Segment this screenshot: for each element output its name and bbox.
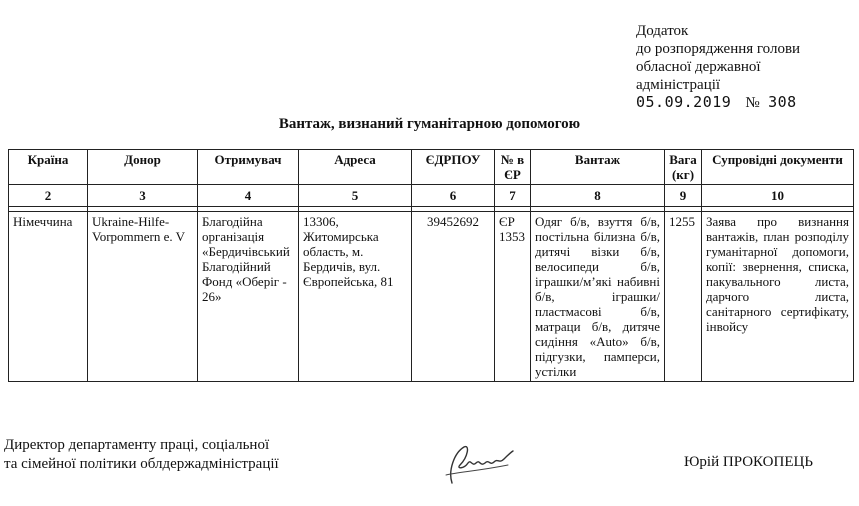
cell-er-number: ЄР 1353	[495, 212, 531, 382]
position-line: та сімейної політики облдержадміністрації	[4, 456, 279, 472]
column-number: 3	[88, 185, 198, 207]
appendix-line: до розпорядження голови	[636, 41, 801, 57]
column-number: 7	[495, 185, 531, 207]
header-documents: Супровідні документи	[702, 150, 854, 185]
handwritten-signature	[438, 435, 518, 490]
header-edrpou: ЄДРПОУ	[412, 150, 495, 185]
column-number: 10	[702, 185, 854, 207]
cell-recipient: Благодійна організація «Бердичівський Благодійний Фонд «Оберіг - 26»	[198, 212, 299, 382]
table-row	[9, 212, 854, 382]
order-date: 05.09.2019	[636, 93, 732, 111]
column-number: 8	[531, 185, 665, 207]
cell-cargo: Одяг б/в, взуття б/в, постільна білизна б/в, дитячі візки б/в, велосипеди б/в, іграшки/м’які набивні б/в, іграшки/пластмасові б/в, матраци б/в, дитяче сидіння «Auto» б/в, підгузки, памперси, устілки	[531, 212, 665, 382]
position-line: Директор департаменту праці, соціальної	[4, 437, 270, 453]
appendix-block	[636, 22, 851, 111]
signer-name: Юрій ПРОКОПЕЦЬ	[684, 454, 813, 470]
cargo-table	[8, 149, 854, 382]
column-number: 9	[665, 185, 702, 207]
header-cargo: Вантаж	[531, 150, 665, 185]
document-title: Вантаж, визнаний гуманітарною допомогою	[278, 116, 581, 132]
column-number: 6	[412, 185, 495, 207]
number-sign: №	[745, 95, 761, 111]
appendix-line: Додаток	[636, 23, 689, 39]
cell-donor: Ukraine-Hilfe-Vorpommern e. V	[88, 212, 198, 382]
signatory-position	[4, 436, 279, 474]
cell-address: 13306, Житомирська область, м. Бердичів, вул. Європейська, 81	[299, 212, 412, 382]
order-date-number	[636, 94, 851, 111]
header-country: Країна	[9, 150, 88, 185]
appendix-line: адміністрації	[636, 77, 721, 93]
column-number: 4	[198, 185, 299, 207]
cell-country: Німеччина	[9, 212, 88, 382]
cell-weight: 1255	[665, 212, 702, 382]
cell-edrpou: 39452692	[412, 212, 495, 382]
column-number: 5	[299, 185, 412, 207]
header-donor: Донор	[88, 150, 198, 185]
header-weight: Вага (кг)	[665, 150, 702, 185]
cell-documents: Заява про визнання вантажів, план розподілу гуманітарної допомоги, копії: звернення, списка, пакувального листа, дарчого листа, санітарного сертифікату, інвойсу	[702, 212, 854, 382]
appendix-line: обласної державної	[636, 59, 761, 75]
header-row	[9, 150, 854, 185]
column-number-row	[9, 185, 854, 207]
order-number: 308	[768, 93, 797, 111]
column-number: 2	[9, 185, 88, 207]
header-address: Адреса	[299, 150, 412, 185]
header-er-number: № в ЄР	[495, 150, 531, 185]
header-recipient: Отримувач	[198, 150, 299, 185]
